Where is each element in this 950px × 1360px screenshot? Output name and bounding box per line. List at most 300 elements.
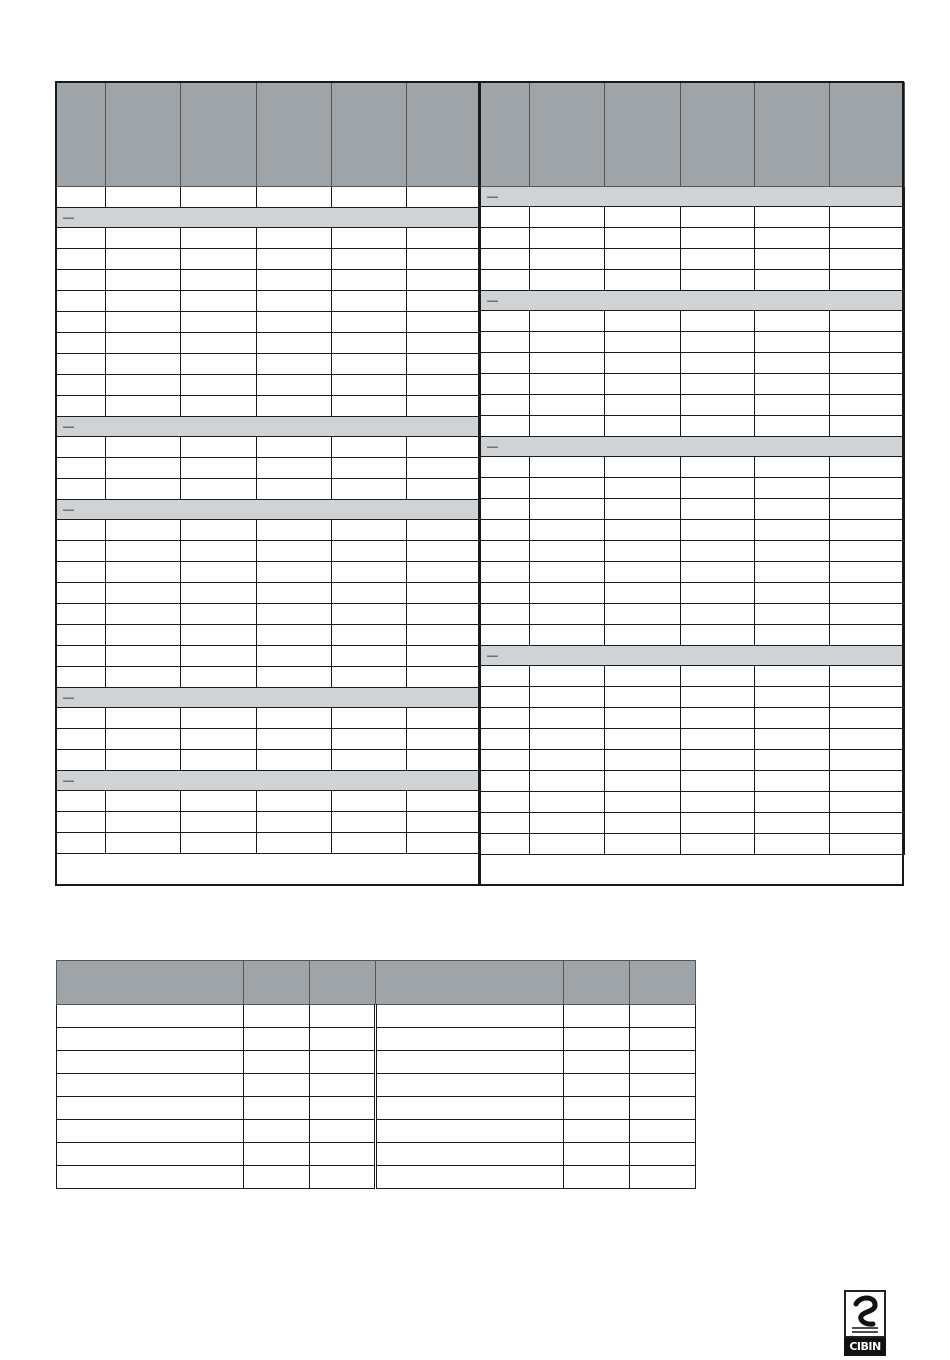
table-row: [481, 813, 905, 834]
table-row: [57, 187, 481, 208]
table-cell: [181, 667, 257, 688]
table-row: [481, 457, 905, 478]
table-cell: [530, 687, 605, 708]
table-cell: [530, 541, 605, 562]
table-row: [57, 520, 481, 541]
table-cell: [755, 750, 830, 771]
table-row: [57, 479, 481, 500]
section-row: [481, 646, 905, 666]
table-cell: [106, 562, 181, 583]
table-row: [57, 1120, 696, 1143]
table-cell: [332, 187, 407, 208]
table-row: [481, 395, 905, 416]
table-row: [57, 1166, 696, 1189]
table-cell: [755, 416, 830, 437]
table-row: [57, 333, 481, 354]
right-data-table: [480, 82, 905, 855]
table-cell: [57, 458, 106, 479]
section-marker: —: [481, 437, 905, 457]
logo-wordmark: CIBIN: [844, 1338, 886, 1356]
table-cell: [481, 416, 530, 437]
table-cell: [681, 416, 755, 437]
table-cell: [332, 833, 407, 854]
table-row: [57, 562, 481, 583]
table-row: [57, 270, 481, 291]
table-cell: [530, 353, 605, 374]
table-cell: [530, 457, 605, 478]
table-cell: [755, 249, 830, 270]
table-cell: [181, 812, 257, 833]
table-cell: [181, 249, 257, 270]
table-cell: [181, 646, 257, 667]
table-cell: [530, 311, 605, 332]
table-cell: [310, 1143, 376, 1166]
table-cell: [755, 311, 830, 332]
table-row: [57, 646, 481, 667]
table-cell: [257, 833, 332, 854]
table-cell: [481, 249, 530, 270]
table-cell: [407, 583, 481, 604]
table-cell: [244, 1143, 310, 1166]
table-cell: [564, 1005, 630, 1028]
header-cell: [106, 83, 181, 187]
table-cell: [681, 207, 755, 228]
table-cell: [181, 270, 257, 291]
table-cell: [755, 228, 830, 249]
table-cell: [530, 771, 605, 792]
table-cell: [257, 541, 332, 562]
table-row: [57, 833, 481, 854]
table-cell: [181, 541, 257, 562]
table-cell: [605, 499, 681, 520]
table-cell: [530, 562, 605, 583]
table-cell: [257, 354, 332, 375]
table-cell: [332, 604, 407, 625]
cibin-logo-icon: [844, 1290, 886, 1338]
table-cell: [332, 625, 407, 646]
section-marker: —: [481, 646, 905, 666]
table-cell: [530, 270, 605, 291]
table-cell: [257, 396, 332, 417]
table-cell: [407, 354, 481, 375]
table-cell: [407, 667, 481, 688]
table-cell: [106, 249, 181, 270]
table-cell: [407, 812, 481, 833]
table-cell: [181, 187, 257, 208]
section-row: [57, 417, 481, 437]
table-cell: [332, 396, 407, 417]
table-cell: [181, 396, 257, 417]
table-cell: [106, 708, 181, 729]
table-cell: [755, 332, 830, 353]
table-cell: [481, 834, 530, 855]
table-cell: [57, 312, 106, 333]
table-cell: [481, 228, 530, 249]
table-cell: [407, 541, 481, 562]
summary-table-header: [57, 961, 696, 1005]
table-cell: [481, 207, 530, 228]
table-row: [481, 750, 905, 771]
table-cell: [257, 375, 332, 396]
table-row: [57, 1005, 696, 1028]
table-cell: [57, 249, 106, 270]
table-cell: [332, 291, 407, 312]
table-cell: [605, 207, 681, 228]
table-cell: [481, 666, 530, 687]
table-cell: [181, 520, 257, 541]
section-row: [57, 688, 481, 708]
table-row: [481, 416, 905, 437]
table-cell: [310, 1051, 376, 1074]
table-cell: [376, 1074, 564, 1097]
table-cell: [257, 437, 332, 458]
table-cell: [605, 311, 681, 332]
table-cell: [630, 1005, 696, 1028]
table-cell: [181, 228, 257, 249]
table-cell: [57, 625, 106, 646]
table-cell: [181, 708, 257, 729]
table-cell: [57, 187, 106, 208]
table-cell: [681, 562, 755, 583]
table-cell: [830, 311, 905, 332]
table-cell: [310, 1120, 376, 1143]
table-cell: [481, 353, 530, 374]
header-cell: [564, 961, 630, 1005]
table-cell: [57, 437, 106, 458]
table-cell: [755, 520, 830, 541]
table-cell: [830, 792, 905, 813]
table-cell: [332, 437, 407, 458]
table-cell: [106, 812, 181, 833]
header-cell: [605, 83, 681, 187]
table-cell: [605, 708, 681, 729]
table-cell: [106, 791, 181, 812]
table-cell: [530, 708, 605, 729]
table-cell: [681, 499, 755, 520]
table-cell: [407, 270, 481, 291]
table-cell: [181, 458, 257, 479]
table-cell: [605, 457, 681, 478]
table-cell: [564, 1051, 630, 1074]
table-cell: [257, 791, 332, 812]
table-cell: [830, 625, 905, 646]
table-row: [57, 437, 481, 458]
table-cell: [332, 228, 407, 249]
table-row: [57, 541, 481, 562]
table-cell: [755, 666, 830, 687]
table-cell: [681, 353, 755, 374]
table-cell: [257, 708, 332, 729]
table-cell: [755, 541, 830, 562]
table-cell: [244, 1074, 310, 1097]
table-cell: [530, 499, 605, 520]
table-cell: [181, 333, 257, 354]
table-cell: [57, 1143, 244, 1166]
table-cell: [481, 771, 530, 792]
table-cell: [244, 1120, 310, 1143]
table-row: [481, 562, 905, 583]
table-cell: [530, 332, 605, 353]
header-cell: [481, 83, 530, 187]
table-cell: [257, 291, 332, 312]
table-cell: [106, 479, 181, 500]
table-cell: [106, 520, 181, 541]
table-cell: [407, 375, 481, 396]
table-cell: [481, 270, 530, 291]
table-cell: [376, 1166, 564, 1189]
table-cell: [106, 396, 181, 417]
table-cell: [407, 750, 481, 771]
table-cell: [630, 1166, 696, 1189]
table-cell: [481, 583, 530, 604]
table-row: [57, 1074, 696, 1097]
table-cell: [530, 207, 605, 228]
table-cell: [106, 646, 181, 667]
table-cell: [57, 604, 106, 625]
table-cell: [530, 249, 605, 270]
table-cell: [681, 771, 755, 792]
left-data-table: [56, 82, 481, 854]
table-row: [57, 312, 481, 333]
table-cell: [481, 478, 530, 499]
table-cell: [310, 1166, 376, 1189]
table-cell: [106, 833, 181, 854]
table-cell: [605, 666, 681, 687]
table-row: [481, 708, 905, 729]
table-cell: [257, 812, 332, 833]
table-cell: [332, 729, 407, 750]
table-cell: [332, 312, 407, 333]
left-table-header: [57, 83, 481, 187]
table-cell: [407, 249, 481, 270]
table-cell: [681, 750, 755, 771]
table-cell: [106, 354, 181, 375]
table-cell: [257, 333, 332, 354]
table-cell: [332, 249, 407, 270]
table-divider: [478, 81, 481, 886]
table-row: [481, 792, 905, 813]
table-cell: [407, 520, 481, 541]
section-marker: —: [57, 688, 481, 708]
table-cell: [407, 708, 481, 729]
table-row: [481, 729, 905, 750]
table-cell: [830, 583, 905, 604]
table-cell: [181, 312, 257, 333]
header-cell: [181, 83, 257, 187]
table-cell: [57, 646, 106, 667]
table-cell: [755, 604, 830, 625]
table-row: [57, 396, 481, 417]
table-cell: [310, 1074, 376, 1097]
table-cell: [407, 228, 481, 249]
table-cell: [57, 812, 106, 833]
table-cell: [605, 270, 681, 291]
table-cell: [106, 333, 181, 354]
table-cell: [605, 228, 681, 249]
table-cell: [332, 583, 407, 604]
table-cell: [332, 354, 407, 375]
table-cell: [830, 666, 905, 687]
table-cell: [755, 813, 830, 834]
table-cell: [564, 1120, 630, 1143]
table-cell: [681, 311, 755, 332]
table-cell: [244, 1166, 310, 1189]
table-cell: [481, 541, 530, 562]
table-cell: [481, 457, 530, 478]
table-cell: [244, 1051, 310, 1074]
table-cell: [332, 791, 407, 812]
section-row: [481, 437, 905, 457]
table-cell: [257, 270, 332, 291]
table-row: [481, 353, 905, 374]
table-cell: [57, 833, 106, 854]
table-cell: [376, 1120, 564, 1143]
table-cell: [681, 813, 755, 834]
table-cell: [181, 354, 257, 375]
header-cell: [376, 961, 564, 1005]
table-cell: [681, 604, 755, 625]
table-cell: [181, 791, 257, 812]
table-cell: [481, 604, 530, 625]
table-cell: [830, 478, 905, 499]
section-marker: —: [481, 291, 905, 311]
table-cell: [681, 625, 755, 646]
table-cell: [106, 667, 181, 688]
table-cell: [681, 395, 755, 416]
table-row: [57, 791, 481, 812]
table-cell: [332, 646, 407, 667]
table-cell: [530, 478, 605, 499]
table-cell: [257, 228, 332, 249]
section-row: [57, 208, 481, 228]
table-cell: [755, 792, 830, 813]
table-cell: [57, 750, 106, 771]
table-cell: [481, 687, 530, 708]
header-cell: [407, 83, 481, 187]
table-cell: [310, 1028, 376, 1051]
table-cell: [530, 583, 605, 604]
table-cell: [332, 479, 407, 500]
right-table-body: [481, 187, 905, 855]
table-cell: [605, 416, 681, 437]
table-cell: [755, 729, 830, 750]
table-cell: [407, 625, 481, 646]
table-cell: [57, 396, 106, 417]
table-cell: [407, 646, 481, 667]
table-cell: [106, 541, 181, 562]
table-cell: [755, 625, 830, 646]
table-row: [57, 1143, 696, 1166]
table-cell: [830, 771, 905, 792]
table-row: [57, 625, 481, 646]
table-cell: [57, 562, 106, 583]
table-cell: [332, 270, 407, 291]
table-cell: [481, 332, 530, 353]
table-cell: [106, 437, 181, 458]
header-cell: [310, 961, 376, 1005]
table-cell: [257, 562, 332, 583]
table-cell: [755, 395, 830, 416]
table-cell: [481, 520, 530, 541]
table-row: [481, 270, 905, 291]
table-cell: [830, 604, 905, 625]
table-cell: [257, 604, 332, 625]
table-cell: [481, 311, 530, 332]
table-row: [481, 478, 905, 499]
header-cell: [332, 83, 407, 187]
table-row: [481, 311, 905, 332]
table-cell: [564, 1143, 630, 1166]
table-cell: [106, 750, 181, 771]
table-cell: [332, 562, 407, 583]
table-cell: [830, 687, 905, 708]
table-cell: [407, 729, 481, 750]
table-cell: [376, 1005, 564, 1028]
section-row: [57, 500, 481, 520]
table-cell: [257, 520, 332, 541]
table-cell: [57, 291, 106, 312]
table-cell: [830, 207, 905, 228]
table-cell: [332, 458, 407, 479]
table-row: [57, 458, 481, 479]
table-cell: [681, 708, 755, 729]
table-cell: [481, 708, 530, 729]
table-cell: [257, 625, 332, 646]
section-marker: —: [481, 187, 905, 207]
header-cell: [830, 83, 905, 187]
table-cell: [605, 729, 681, 750]
table-cell: [605, 353, 681, 374]
table-cell: [755, 834, 830, 855]
table-cell: [530, 604, 605, 625]
table-row: [57, 729, 481, 750]
table-row: [481, 687, 905, 708]
table-cell: [681, 249, 755, 270]
table-cell: [407, 479, 481, 500]
table-cell: [564, 1028, 630, 1051]
table-cell: [681, 666, 755, 687]
table-cell: [530, 228, 605, 249]
table-cell: [257, 187, 332, 208]
table-cell: [681, 583, 755, 604]
table-cell: [605, 771, 681, 792]
table-row: [57, 1097, 696, 1120]
table-cell: [106, 270, 181, 291]
table-row: [57, 1028, 696, 1051]
section-marker: —: [57, 208, 481, 228]
table-cell: [564, 1166, 630, 1189]
table-cell: [332, 520, 407, 541]
table-cell: [530, 520, 605, 541]
table-row: [481, 834, 905, 855]
table-cell: [57, 729, 106, 750]
table-cell: [481, 750, 530, 771]
table-cell: [257, 646, 332, 667]
table-cell: [106, 625, 181, 646]
table-cell: [605, 813, 681, 834]
table-row: [481, 499, 905, 520]
table-cell: [376, 1051, 564, 1074]
table-cell: [57, 333, 106, 354]
table-cell: [181, 291, 257, 312]
table-cell: [681, 457, 755, 478]
table-row: [481, 332, 905, 353]
table-cell: [106, 228, 181, 249]
table-cell: [181, 729, 257, 750]
table-cell: [332, 375, 407, 396]
table-row: [481, 207, 905, 228]
table-row: [481, 249, 905, 270]
